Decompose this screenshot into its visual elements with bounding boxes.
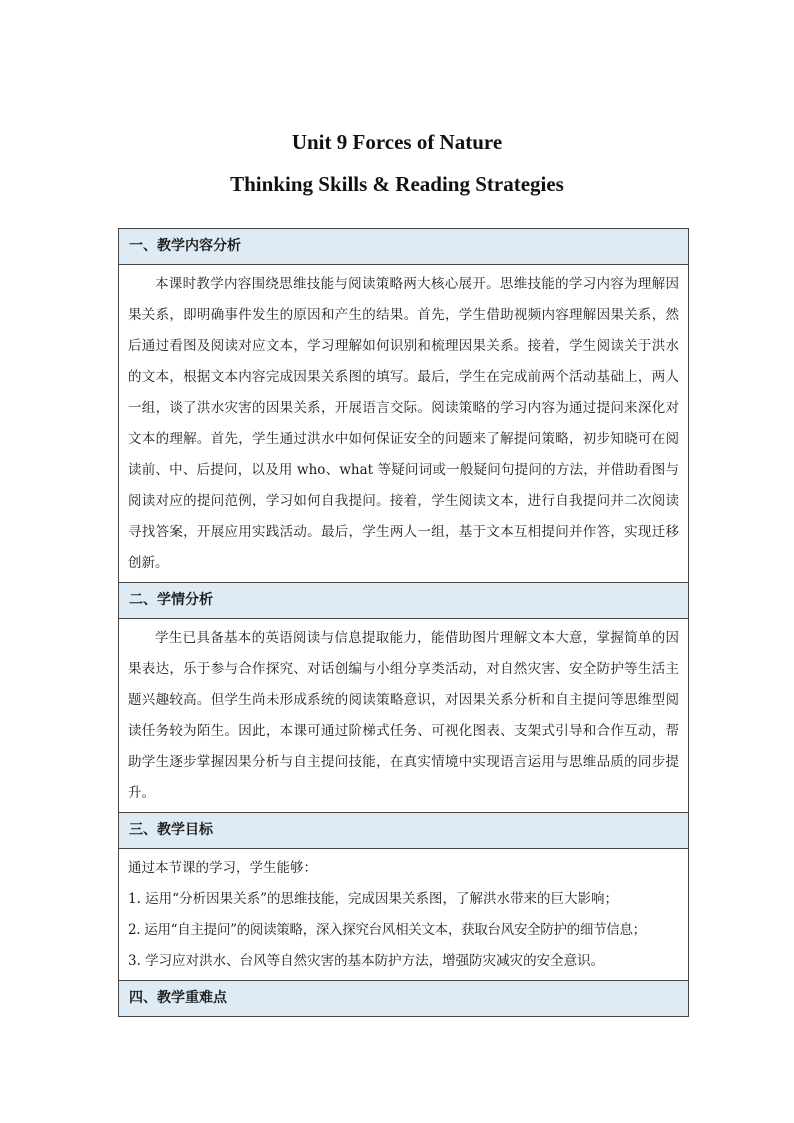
learner-analysis-text: 学生已具备基本的英语阅读与信息提取能力，能借助图片理解文本大意，掌握简单的因果表达，乐于参与合作探究、对话创编与小组分享类活动，对自然灾害、安全防护等生活主题兴趣较高。但学生尚未形成系统的阅读策略意识，对因果关系分析和自主提问等思维型阅读任务较为陌生。因此，本课可通过阶梯式任务、可视化图表、支架式引导和合作互动，帮助学生逐步掌握因果分析与自主提问技能，在真实情境中实现语言运用与思维品质的同步提升。 bbox=[119, 619, 688, 813]
objective-item: 3. 学习应对洪水、台风等自然灾害的基本防护方法，增强防灾减灾的安全意识。 bbox=[128, 953, 605, 969]
document-title: Unit 9 Forces of Nature bbox=[291, 130, 503, 154]
objectives-body bbox=[119, 849, 688, 981]
section-heading-learner-analysis: 二、学情分析 bbox=[119, 583, 688, 619]
section-heading-objectives: 三、教学目标 bbox=[119, 813, 688, 849]
section-heading-key-difficult-points: 四、教学重难点 bbox=[119, 981, 688, 1017]
objective-item: 2. 运用“自主提问”的阅读策略，深入探究台风相关文本，获取台风安全防护的细节信息； bbox=[128, 922, 646, 938]
objective-item: 1. 运用“分析因果关系”的思维技能，完成因果关系图，了解洪水带来的巨大影响； bbox=[128, 891, 618, 907]
document-subtitle: Thinking Skills & Reading Strategies bbox=[230, 172, 564, 196]
content-analysis-text: 本课时教学内容围绕思维技能与阅读策略两大核心展开。思维技能的学习内容为理解因果关系，即明确事件发生的原因和产生的结果。首先，学生借助视频内容理解因果关系，然后通过看图及阅读对应文本，学习理解如何识别和梳理因果关系。接着，学生阅读关于洪水的文本，根据文本内容完成因果关系图的填写。最后，学生在完成前两个活动基础上，两人一组，谈了洪水灾害的因果关系，开展语言交际。阅读策略的学习内容为通过提问来深化对文本的理解。首先，学生通过洪水中如何保证安全的问题来了解提问策略，初步知晓可在阅读前、中、后提问，以及用 who、what 等疑问词或一般疑问句提问的方法，并借助看图与阅读对应的提问范例，学习如何自我提问。接着，学生阅读文本，进行自我提问并二次阅读寻找答案，开展应用实践活动。最后，学生两人一组，基于文本互相提问并作答，实现迁移创新。 bbox=[119, 265, 688, 583]
section-heading-content-analysis: 一、教学内容分析 bbox=[119, 229, 688, 265]
lesson-plan-table bbox=[118, 228, 689, 1017]
objectives-intro: 通过本节课的学习，学生能够： bbox=[128, 860, 317, 876]
